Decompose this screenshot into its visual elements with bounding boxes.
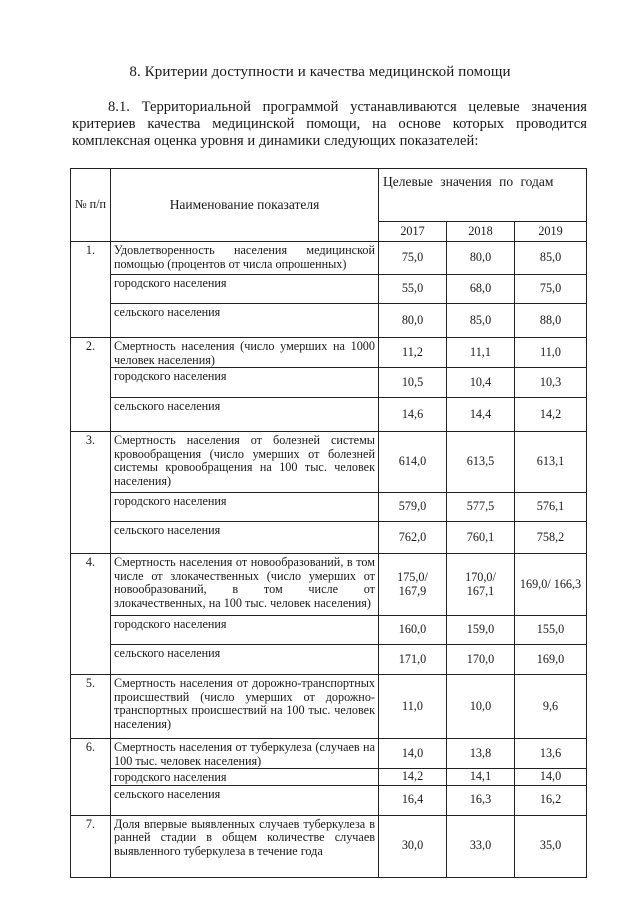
value-2019: 35,0 bbox=[515, 815, 587, 877]
value-2017: 14,6 bbox=[379, 398, 447, 432]
value-2019: 155,0 bbox=[515, 616, 587, 645]
value-2019: 85,0 bbox=[515, 242, 587, 275]
value-2017: 80,0 bbox=[379, 304, 447, 338]
value-2018: 14,1 bbox=[447, 769, 515, 786]
value-2017: 10,5 bbox=[379, 368, 447, 398]
table-row bbox=[71, 493, 587, 522]
row-number: 2. bbox=[71, 338, 111, 368]
indicator-name: Смертность населения от туберкулеза (случаев на 100 тыс. человек населения) bbox=[111, 739, 379, 769]
indicator-name: Смертность населения от болезней системы кровообращения (число умерших от болезней системы кровообращения на 100 тыс. человек населения) bbox=[111, 432, 379, 493]
row-number: 3. bbox=[71, 432, 111, 493]
table-row bbox=[71, 338, 587, 368]
row-number bbox=[71, 398, 111, 432]
value-2019: 758,2 bbox=[515, 522, 587, 554]
indicator-name: городского населения bbox=[111, 275, 379, 304]
indicator-name: сельского населения bbox=[111, 398, 379, 432]
criteria-table bbox=[70, 168, 587, 878]
value-2017: 14,0 bbox=[379, 739, 447, 769]
value-2018: 11,1 bbox=[447, 338, 515, 368]
value-2017: 614,0 bbox=[379, 432, 447, 493]
row-number: 6. bbox=[71, 739, 111, 769]
value-2018: 170,0/ 167,1 bbox=[447, 554, 515, 616]
value-2018: 613,5 bbox=[447, 432, 515, 493]
indicator-name: Удовлетворенность населения медицинской помощью (процентов от числа опрошенных) bbox=[111, 242, 379, 275]
value-2018: 14,4 bbox=[447, 398, 515, 432]
intro-paragraph: 8.1. Территориальной программой устанавливаются целевые значения критериев качества медицинской помощи, на основе которых проводится комплексная оценка уровня и динамики следующих показателей: bbox=[72, 99, 587, 149]
value-2019: 169,0 bbox=[515, 645, 587, 675]
row-number bbox=[71, 785, 111, 815]
table-row bbox=[71, 522, 587, 554]
indicator-name: городского населения bbox=[111, 616, 379, 645]
row-number bbox=[71, 769, 111, 786]
value-2019: 75,0 bbox=[515, 275, 587, 304]
value-2018: 159,0 bbox=[447, 616, 515, 645]
value-2017: 175,0/ 167,9 bbox=[379, 554, 447, 616]
value-2017: 11,2 bbox=[379, 338, 447, 368]
value-2019: 10,3 bbox=[515, 368, 587, 398]
value-2019: 14,2 bbox=[515, 398, 587, 432]
value-2019: 576,1 bbox=[515, 493, 587, 522]
value-2019: 11,0 bbox=[515, 338, 587, 368]
value-2018: 16,3 bbox=[447, 785, 515, 815]
value-2017: 579,0 bbox=[379, 493, 447, 522]
table-row bbox=[71, 398, 587, 432]
row-number bbox=[71, 304, 111, 338]
value-2017: 75,0 bbox=[379, 242, 447, 275]
header-target: Целевые значения по годам bbox=[379, 169, 587, 222]
value-2019: 613,1 bbox=[515, 432, 587, 493]
value-2017: 762,0 bbox=[379, 522, 447, 554]
row-number bbox=[71, 368, 111, 398]
table-row bbox=[71, 432, 587, 493]
table-row bbox=[71, 815, 587, 877]
value-2019: 88,0 bbox=[515, 304, 587, 338]
table-row bbox=[71, 739, 587, 769]
value-2018: 170,0 bbox=[447, 645, 515, 675]
row-number: 5. bbox=[71, 675, 111, 739]
value-2018: 10,4 bbox=[447, 368, 515, 398]
value-2019: 14,0 bbox=[515, 769, 587, 786]
indicator-name: сельского населения bbox=[111, 785, 379, 815]
value-2017: 14,2 bbox=[379, 769, 447, 786]
value-2017: 55,0 bbox=[379, 275, 447, 304]
indicator-name: Смертность населения от новообразований, в том числе от злокачественных (число умерших от новообразований, в том числе от злокачественных, на 100 тыс. человек населения) bbox=[111, 554, 379, 616]
value-2017: 171,0 bbox=[379, 645, 447, 675]
table-row bbox=[71, 645, 587, 675]
value-2019: 169,0/ 166,3 bbox=[515, 554, 587, 616]
value-2018: 85,0 bbox=[447, 304, 515, 338]
row-number bbox=[71, 493, 111, 522]
table-row bbox=[71, 785, 587, 815]
indicator-name: сельского населения bbox=[111, 304, 379, 338]
indicator-name: городского населения bbox=[111, 493, 379, 522]
year-2017: 2017 bbox=[379, 222, 447, 242]
value-2018: 80,0 bbox=[447, 242, 515, 275]
row-number: 4. bbox=[71, 554, 111, 616]
table-row bbox=[71, 304, 587, 338]
value-2018: 68,0 bbox=[447, 275, 515, 304]
indicator-name: Смертность населения (число умерших на 1000 человек населения) bbox=[111, 338, 379, 368]
indicator-name: сельского населения bbox=[111, 645, 379, 675]
indicator-name: городского населения bbox=[111, 769, 379, 786]
row-number bbox=[71, 616, 111, 645]
table-row bbox=[71, 616, 587, 645]
value-2017: 16,4 bbox=[379, 785, 447, 815]
value-2018: 10,0 bbox=[447, 675, 515, 739]
value-2018: 33,0 bbox=[447, 815, 515, 877]
value-2019: 16,2 bbox=[515, 785, 587, 815]
table-row bbox=[71, 675, 587, 739]
table-row bbox=[71, 275, 587, 304]
row-number: 1. bbox=[71, 242, 111, 275]
value-2018: 13,8 bbox=[447, 739, 515, 769]
row-number bbox=[71, 645, 111, 675]
indicator-name: городского населения bbox=[111, 368, 379, 398]
table-row bbox=[71, 368, 587, 398]
row-number bbox=[71, 275, 111, 304]
row-number bbox=[71, 522, 111, 554]
year-2018: 2018 bbox=[447, 222, 515, 242]
table-row bbox=[71, 769, 587, 786]
indicator-name: Смертность населения от дорожно-транспортных происшествий (число умерших от дорожно-транспортных происшествий на 100 тыс. человек населения) bbox=[111, 675, 379, 739]
header-num: № п/п bbox=[71, 169, 111, 242]
table-row bbox=[71, 242, 587, 275]
value-2017: 160,0 bbox=[379, 616, 447, 645]
header-name: Наименование показателя bbox=[111, 169, 379, 242]
row-number: 7. bbox=[71, 815, 111, 877]
value-2017: 11,0 bbox=[379, 675, 447, 739]
value-2017: 30,0 bbox=[379, 815, 447, 877]
value-2018: 577,5 bbox=[447, 493, 515, 522]
value-2019: 13,6 bbox=[515, 739, 587, 769]
indicator-name: Доля впервые выявленных случаев туберкулеза в ранней стадии в общем количестве случаев выявленного туберкулеза в течение года bbox=[111, 815, 379, 877]
table-row bbox=[71, 554, 587, 616]
indicator-name: сельского населения bbox=[111, 522, 379, 554]
value-2018: 760,1 bbox=[447, 522, 515, 554]
year-2019: 2019 bbox=[515, 222, 587, 242]
value-2019: 9,6 bbox=[515, 675, 587, 739]
section-heading: 8. Критерии доступности и качества медицинской помощи bbox=[129, 64, 511, 80]
